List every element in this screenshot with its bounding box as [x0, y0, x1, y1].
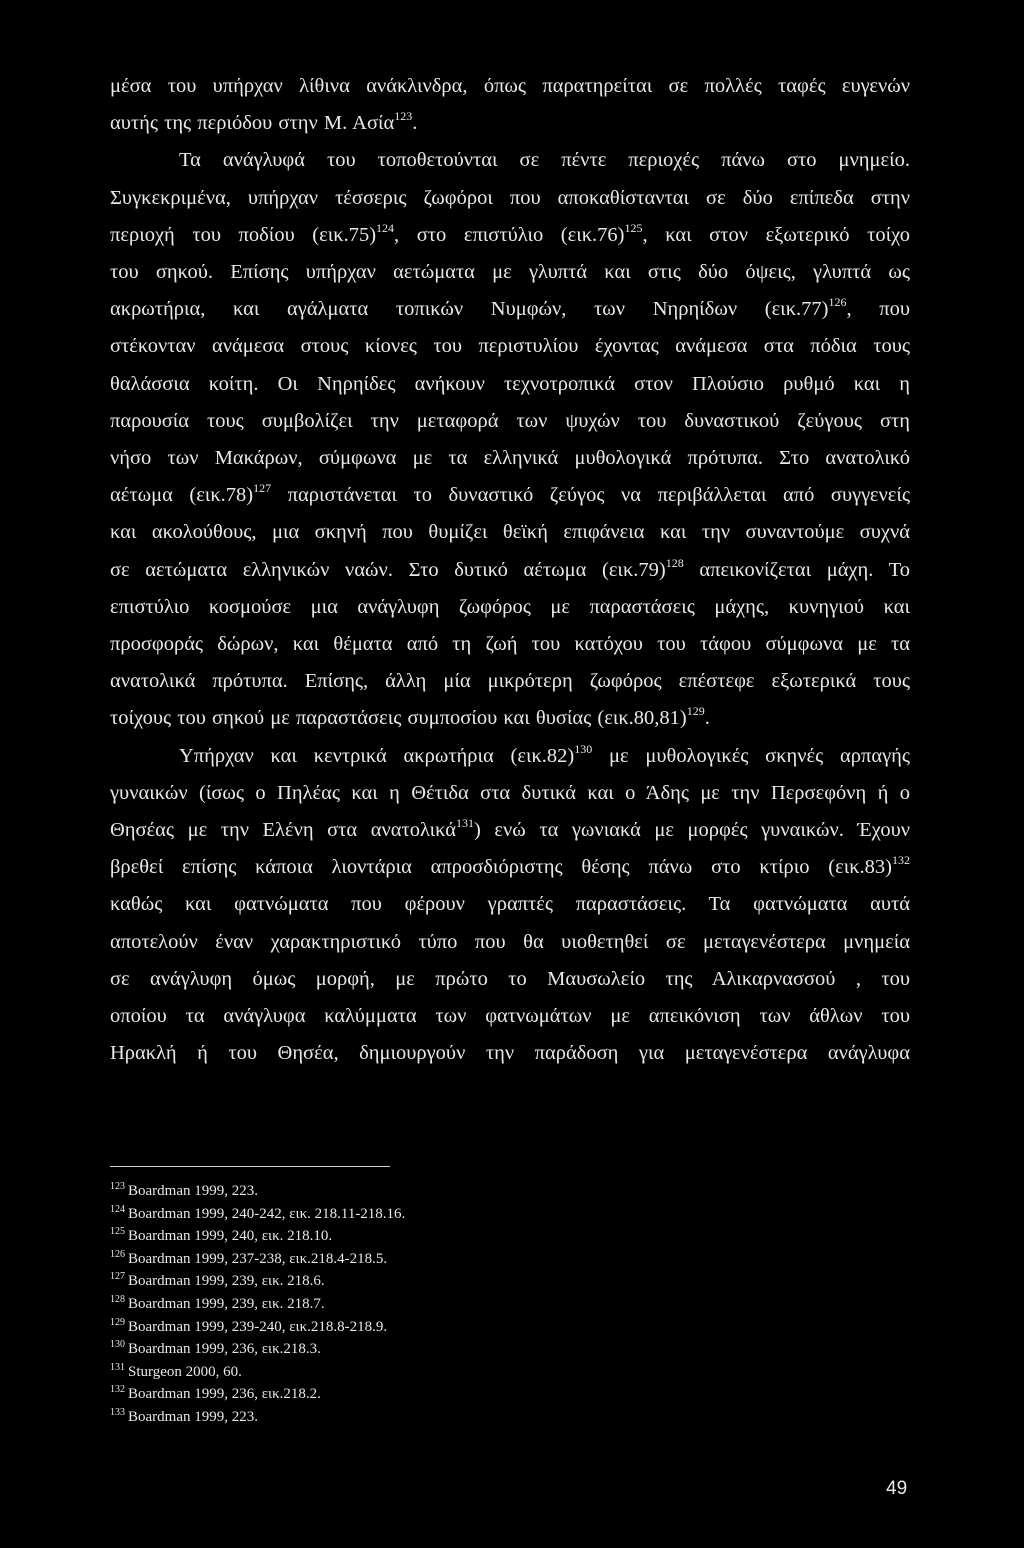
body-text [110, 68, 910, 1072]
footnote-text: Boardman 1999, 236, εικ.218.2. [128, 1386, 321, 1403]
footnote-number: 124 [110, 1203, 125, 1215]
footnote-text: Boardman 1999, 240-242, εικ. 218.11-218.16. [128, 1205, 406, 1222]
text-line: νήσο των Μακάρων, σύμφωνα με τα ελληνικά μυθολογικά πρότυπα. Στο ανατολικό [110, 447, 910, 470]
text-line: επιστύλιο κοσμούσε μια ανάγλυφη ζωφόρος με παραστάσεις μάχης, κυνηγιού και [110, 595, 910, 618]
footnote-ref[interactable]: 132 [892, 853, 910, 868]
text-line: και ακολούθους, μια σκηνή που θυμίζει θεϊκή επιφάνεια και την συναντούμε συχνά [110, 521, 910, 544]
footnote-number: 123 [110, 1181, 125, 1192]
footnote-ref[interactable]: 129 [686, 704, 705, 719]
footnote [110, 1406, 710, 1429]
text-line: στέκονταν ανάμεσα στους κίονες του περιστυλίου έχοντας ανάμεσα στα πόδια τους [110, 335, 910, 358]
footnote-ref[interactable]: 124 [376, 220, 395, 235]
footnote [110, 1270, 710, 1293]
text-line: καθώς και φατνώματα που φέρουν γραπτές παραστάσεις. Τα φατνώματα αυτά [110, 893, 910, 916]
footnote-text: Boardman 1999, 239, εικ. 218.6. [128, 1273, 325, 1290]
text-line: ακρωτήρια, και αγάλματα τοπικών Νυμφών, των Νηρηίδων $(\varepsilon\iota\kappa.77)^{126}$, που [110, 295, 910, 321]
footnote-ref[interactable]: 123 [394, 109, 413, 124]
text-line: σε αετώματα ελληνικών ναών. Στο δυτικό αέτωμα $(\varepsilon\iota\kappa.79)^{128}$ απεικονίζεται μάχη. Το [110, 555, 910, 581]
footnote-text: Boardman 1999, 240, εικ. 218.10. [128, 1228, 333, 1245]
footnote-ref[interactable]: 127 [253, 481, 272, 496]
footnote-number: 129 [110, 1316, 125, 1328]
text-line: αποτελούν έναν χαρακτηριστικό τύπο που θα υιοθετηθεί σε μεταγενέστερα μνημεία [110, 930, 910, 953]
text-line: βρεθεί επίσης κάποια λιοντάρια απροσδιόριστης θέσης πάνω στο κτίριο $(\varepsilon\iota\kappa.83)^{132}$ [110, 853, 910, 879]
text-line: οποίου τα ανάγλυφα καλύμματα των φατνωμάτων με απεικόνιση των άθλων του [110, 1005, 910, 1028]
footnote [110, 1338, 710, 1361]
footnote-divider [110, 1166, 390, 1167]
footnote-ref[interactable]: 130 [574, 741, 593, 756]
footnote-number: 132 [110, 1384, 125, 1396]
footnote [110, 1316, 710, 1339]
footnote [110, 1180, 710, 1203]
footnote-text: Boardman 1999, 236, εικ.218.3. [128, 1341, 321, 1358]
footnote-text: Boardman 1999, 237-238, εικ.218.4-218.5. [128, 1250, 388, 1267]
footnote-number: 130 [110, 1339, 125, 1351]
footnote-number: 126 [110, 1248, 125, 1260]
text-line: Ηρακλή ή του Θησέα, δημιουργούν την παράδοση για μεταγενέστερα ανάγλυφα [110, 1042, 910, 1065]
text-line: ανατολικά πρότυπα. Επίσης, άλλη μία μικρότερη ζωφόρος επέστεφε εξωτερικά τους [110, 670, 910, 693]
text-line: σε ανάγλυφη όμως μορφή, με πρώτο το Μαυσωλείο της Αλικαρνασσού , του [110, 967, 910, 990]
footnote-text: Boardman 1999, 239, εικ. 218.7. [128, 1295, 325, 1312]
text-line: Συγκεκριμένα, υπήρχαν τέσσερις ζωφόροι που αποκαθίστανται σε δύο επίπεδα στην [110, 186, 910, 209]
text-line: αυτής της περιόδου στην Μ. Ασία$^{123}$. [110, 109, 418, 135]
footnote-text: Boardman 1999, 223. [128, 1183, 258, 1199]
text-line: Τα ανάγλυφά του τοποθετούνται σε πέντε περιοχές πάνω στο μνημείο. [179, 149, 910, 172]
footnote-ref[interactable]: 128 [665, 555, 684, 570]
text-line: του σηκού. Επίσης υπήρχαν αετώματα με γλυπτά και στις δύο όψεις, γλυπτά ως [110, 261, 910, 284]
footnote [110, 1225, 710, 1248]
footnotes [110, 1180, 710, 1429]
footnote-number: 125 [110, 1226, 125, 1238]
footnote [110, 1361, 710, 1384]
text-line: αέτωμα $(\varepsilon\iota\kappa.78)^{127}$ παριστάνεται το δυναστικό ζεύγος να περιβάλλεται από συγγενείς [110, 481, 910, 507]
text-line: γυναικών (ίσως ο Πηλέας και η Θέτιδα στα δυτικά και ο Άδης με την Περσεφόνη ή ο [110, 781, 910, 804]
footnote-number: 133 [110, 1406, 125, 1418]
text-line: Υπήρχαν και κεντρικά ακρωτήρια $(\varepsilon\iota\kappa.82)^{130}$ με μυθολογικές σκηνές αρπαγής [179, 741, 910, 767]
text-line: μέσα του υπήρχαν λίθινα ανάκλινδρα, όπως παρατηρείται σε πολλές ταφές ευγενών [110, 75, 910, 97]
footnote-text: Boardman 1999, 223. [128, 1408, 258, 1425]
text-line: θαλάσσια κοίτη. Οι Νηρηίδες ανήκουν τεχνοτροπικά στον Πλούσιο ρυθμό και η [110, 372, 910, 395]
text-line: περιοχή του ποδίου $(\varepsilon\iota\kappa.75)^{124}$, στο επιστύλιο $(\varepsilon\iota\kappa.76)^{125}$, και στον εξωτερικό τοίχο [110, 220, 910, 246]
footnote [110, 1293, 710, 1316]
footnote-ref[interactable]: 125 [624, 220, 643, 235]
footnote-text: Sturgeon 2000, 60. [128, 1363, 242, 1380]
footnote [110, 1203, 710, 1226]
footnote-number: 127 [110, 1271, 125, 1283]
footnote [110, 1383, 710, 1406]
footnote-number: 131 [110, 1361, 125, 1373]
footnote [110, 1248, 710, 1271]
text-line: παρουσία τους συμβολίζει την μεταφορά των ψυχών του δυναστικού ζεύγους στη [110, 409, 910, 432]
text-line: Θησέας με την Ελένη στα ανατολικά$^{131}$) ενώ τα γωνιακά με μορφές γυναικών. Έχουν [110, 816, 910, 842]
paragraph [110, 68, 910, 1072]
page-number: 49 [886, 1478, 908, 1499]
footnote-number: 128 [110, 1293, 125, 1305]
text-line: τοίχους του σηκού με παραστάσεις συμποσίου και θυσίας $(\varepsilon\iota\kappa.80,81)^{129}$. [110, 704, 710, 730]
footnote-ref[interactable]: 131 [456, 816, 475, 831]
footnote-text: Boardman 1999, 239-240, εικ.218.8-218.9. [128, 1318, 388, 1335]
text-line: προσφοράς δώρων, και θέματα από τη ζωή του κατόχου του τάφου σύμφωνα με τα [110, 633, 910, 656]
footnote-ref[interactable]: 126 [828, 295, 847, 310]
